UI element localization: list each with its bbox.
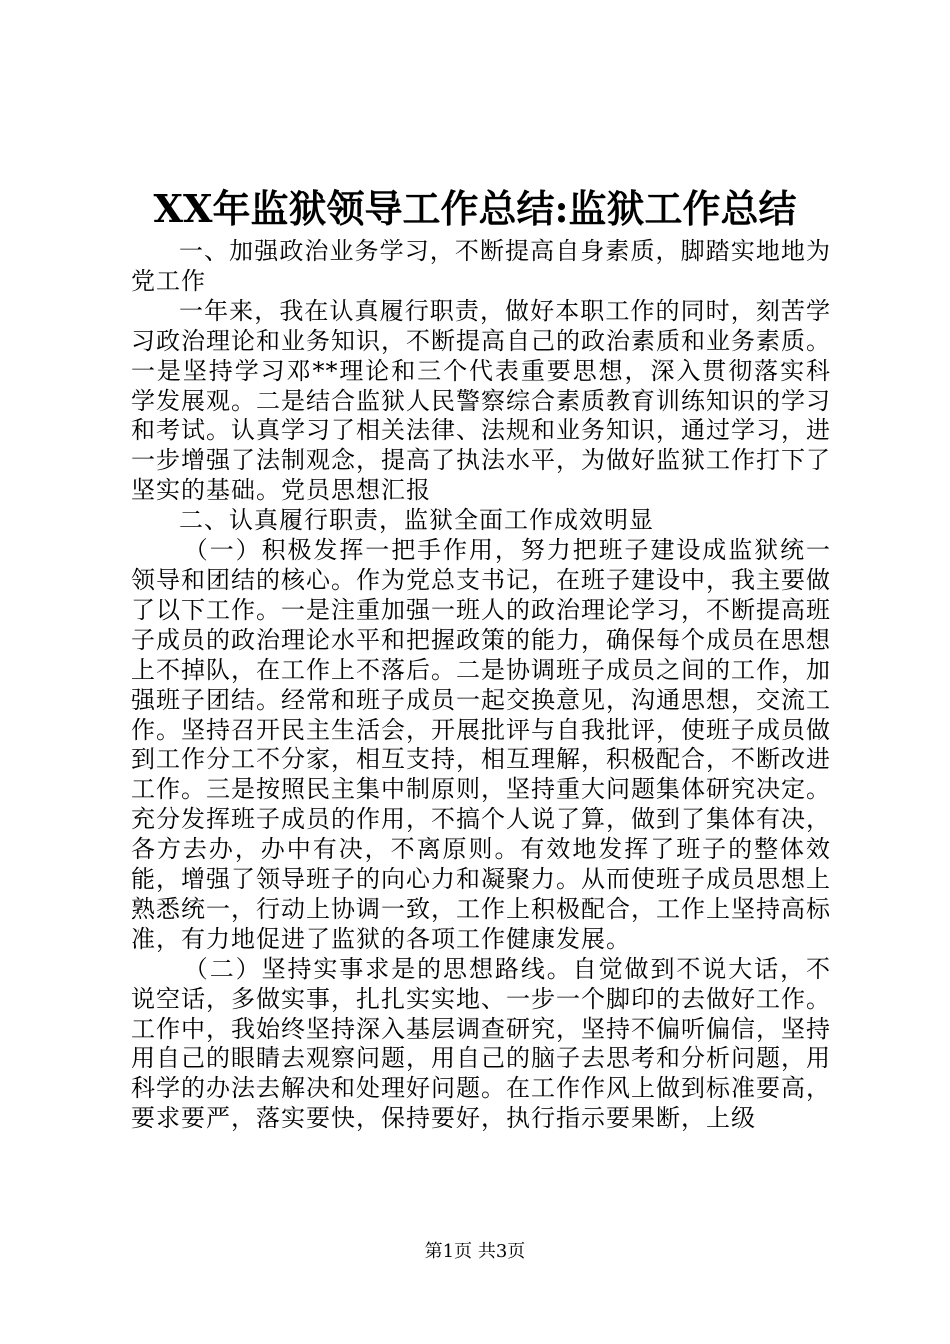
section-heading: 一、加强政治业务学习，不断提高自身素质，脚踏实地地为党工作: [131, 237, 831, 295]
body-paragraph: （一）积极发挥一把手作用，努力把班子建设成监狱统一领导和团结的核心。作为党总支书记，在班子建设中，我主要做了以下工作。一是注重加强一班人的政治理论学习，不断提高班子成员的政治理论水平和把握政策的能力，确保每个成员在思想上不掉队，在工作上不落后。二是协调班子成员之间的工作，加强班子团结。经常和班子成员一起交换意见，沟通思想，交流工作。坚持召开民主生活会，开展批评与自我批评，使班子成员做到工作分工不分家，相互支持，相互理解，积极配合，不断改进工作。三是按照民主集中制原则，坚持重大问题集体研究决定。充分发挥班子成员的作用，不搞个人说了算，做到了集体有决，各方去办，办中有决，不离原则。有效地发挥了班子的整体效能，增强了领导班子的向心力和凝聚力。从而使班子成员思想上熟悉统一，行动上协调一致，工作上积极配合，工作上坚持高标准，有力地促进了监狱的各项工作健康发展。: [131, 536, 831, 953]
section-heading: 二、认真履行职责，监狱全面工作成效明显: [179, 506, 654, 535]
body-paragraph: （二）坚持实事求是的思想路线。自觉做到不说大话，不说空话，多做实事，扎扎实实地、一步一个脚印的去做好工作。工作中，我始终坚持深入基层调查研究，坚持不偏听偏信，坚持用自己的眼睛去观察问题，用自己的脑子去思考和分析问题，用科学的办法去解决和处理好问题。在工作作风上做到标准要高，要求要严，落实要快，保持要好，执行指示要果断，上级: [131, 954, 831, 1133]
document-body: [131, 237, 831, 1134]
document-title: XX年监狱领导工作总结:监狱工作总结: [153, 186, 797, 231]
page-number-footer: 第1页 共3页: [424, 1241, 526, 1262]
body-paragraph: 一年来，我在认真履行职责，做好本职工作的同时，刻苦学习政治理论和业务知识，不断提高自己的政治素质和业务素质。一是坚持学习邓**理论和三个代表重要思想，深入贯彻落实科学发展观。二是结合监狱人民警察综合素质教育训练知识的学习和考试。认真学习了相关法律、法规和业务知识，通过学习，进一步增强了法制观念，提高了执法水平，为做好监狱工作打下了坚实的基础。党员思想汇报: [131, 296, 831, 505]
